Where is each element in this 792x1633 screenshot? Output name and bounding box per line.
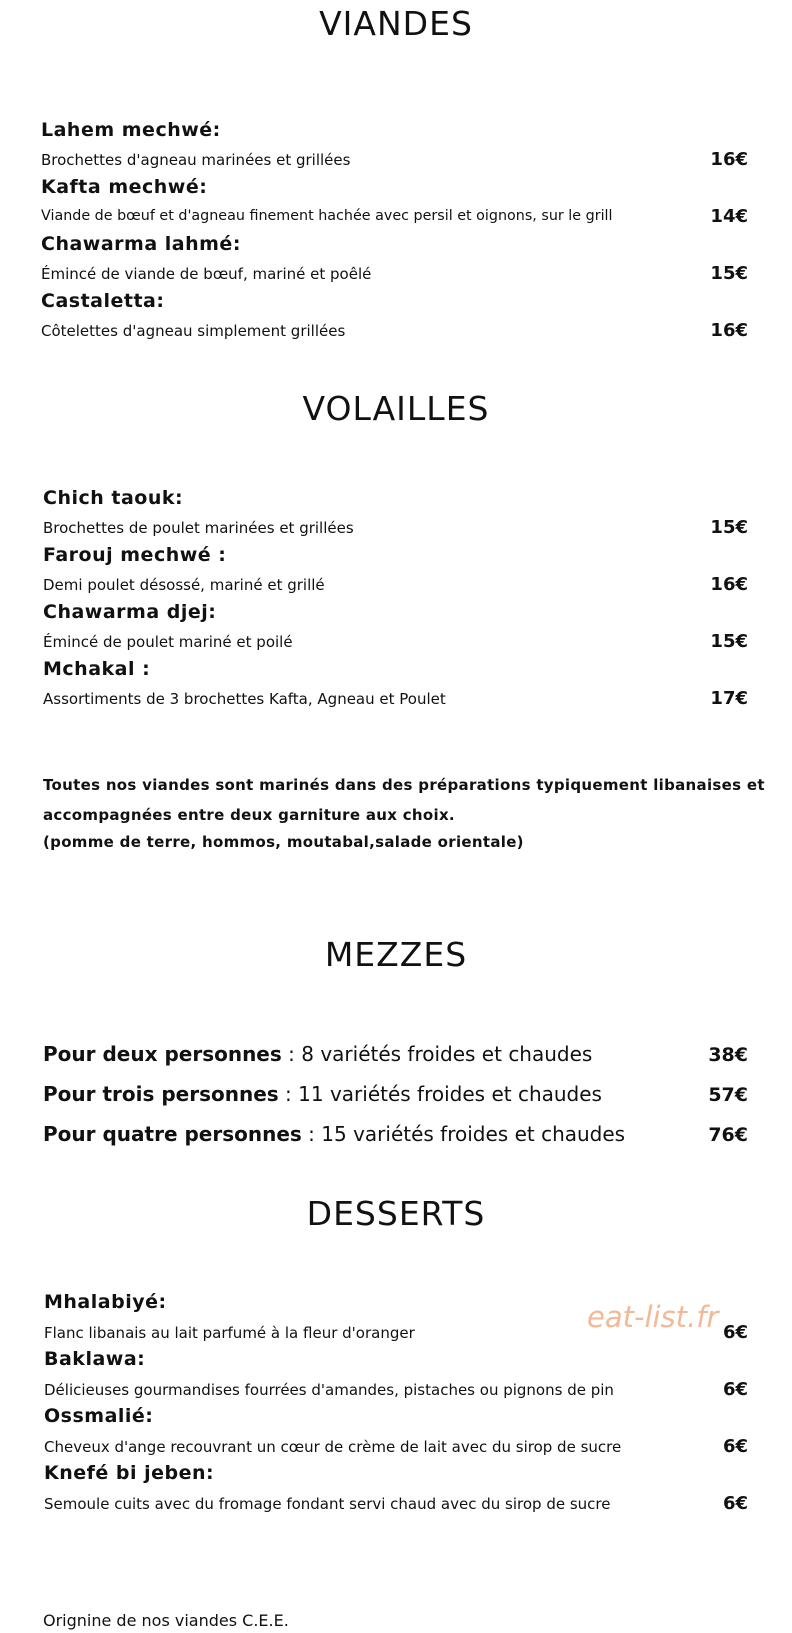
item-price: 6€ [722, 1379, 748, 1400]
item-price: 15€ [710, 517, 748, 538]
item-desc: Brochettes d'agneau marinées et grillées [41, 151, 351, 169]
item-name: Mchakal : [43, 658, 151, 680]
garnish-note-line: Toutes nos viandes sont marinés dans des préparations typiquement libanaises et [43, 776, 765, 794]
item-name: Baklawa: [44, 1348, 146, 1370]
item-desc: Émincé de poulet mariné et poilé [43, 633, 293, 651]
item-price: 14€ [710, 206, 748, 227]
item-price: 17€ [710, 688, 748, 709]
item-name: Castaletta: [41, 290, 165, 312]
item-price: 16€ [710, 320, 748, 341]
mezze-label: Pour quatre personnes [43, 1122, 302, 1146]
item-name: Farouj mechwé : [43, 544, 227, 566]
item-desc: Émincé de viande de bœuf, mariné et poêlé [41, 265, 372, 283]
section-title-desserts: DESSERTS [306, 1194, 486, 1233]
item-name: Knefé bi jeben: [44, 1462, 215, 1484]
item-desc: Cheveux d'ange recouvrant un cœur de crème de lait avec du sirop de sucre [44, 1438, 622, 1456]
item-price: 6€ [722, 1493, 748, 1514]
item-desc: Délicieuses gourmandises fourrées d'amandes, pistaches ou pignons de pin [44, 1381, 614, 1399]
item-desc: Flanc libanais au lait parfumé à la fleur d'oranger [44, 1324, 415, 1342]
garnish-note-line: (pomme de terre, hommos, moutabal,salade orientale) [43, 833, 524, 851]
item-price: 6€ [722, 1322, 748, 1343]
item-price: 15€ [710, 263, 748, 284]
item-name: Kafta mechwé: [41, 176, 208, 198]
item-desc: Assortiments de 3 brochettes Kafta, Agneau et Poulet [43, 690, 446, 708]
item-name: Mhalabiyé: [44, 1291, 167, 1313]
item-desc: Viande de bœuf et d'agneau finement hachée avec persil et oignons, sur le grill [41, 208, 613, 224]
footer-origin: Orignine de nos viandes C.E.E. [43, 1611, 289, 1630]
mezze-desc: : 15 variétés froides et chaudes [301, 1122, 626, 1146]
item-desc: Demi poulet désossé, mariné et grillé [43, 576, 325, 594]
watermark: eat-list.fr [587, 1300, 719, 1334]
mezze-label: Pour trois personnes [43, 1082, 279, 1106]
section-title-mezzes: MEZZES [324, 935, 468, 974]
item-name: Chawarma lahmé: [41, 233, 241, 255]
mezze-row [43, 1042, 592, 1066]
item-name: Ossmalié: [44, 1405, 154, 1427]
item-name: Chich taouk: [43, 487, 184, 509]
item-price: 16€ [710, 149, 748, 170]
item-price: 15€ [710, 631, 748, 652]
mezze-row [43, 1082, 602, 1106]
item-price: 6€ [722, 1436, 748, 1457]
mezze-label: Pour deux personnes [43, 1042, 282, 1066]
item-name: Chawarma djej: [43, 601, 217, 623]
section-title-viandes: VIANDES [319, 4, 473, 43]
mezze-desc: : 8 variétés froides et chaudes [281, 1042, 593, 1066]
mezze-row [43, 1122, 625, 1146]
section-title-volailles: VOLAILLES [302, 389, 490, 428]
item-price: 16€ [710, 574, 748, 595]
item-desc: Brochettes de poulet marinées et grillées [43, 519, 354, 537]
mezze-price: 76€ [708, 1124, 748, 1146]
mezze-price: 38€ [708, 1044, 748, 1066]
item-desc: Côtelettes d'agneau simplement grillées [41, 322, 346, 340]
item-desc: Semoule cuits avec du fromage fondant servi chaud avec du sirop de sucre [44, 1495, 611, 1513]
mezze-price: 57€ [708, 1084, 748, 1106]
item-name: Lahem mechwé: [41, 119, 221, 141]
garnish-note-line: accompagnées entre deux garniture aux choix. [43, 806, 455, 824]
mezze-desc: : 11 variétés froides et chaudes [278, 1082, 602, 1106]
